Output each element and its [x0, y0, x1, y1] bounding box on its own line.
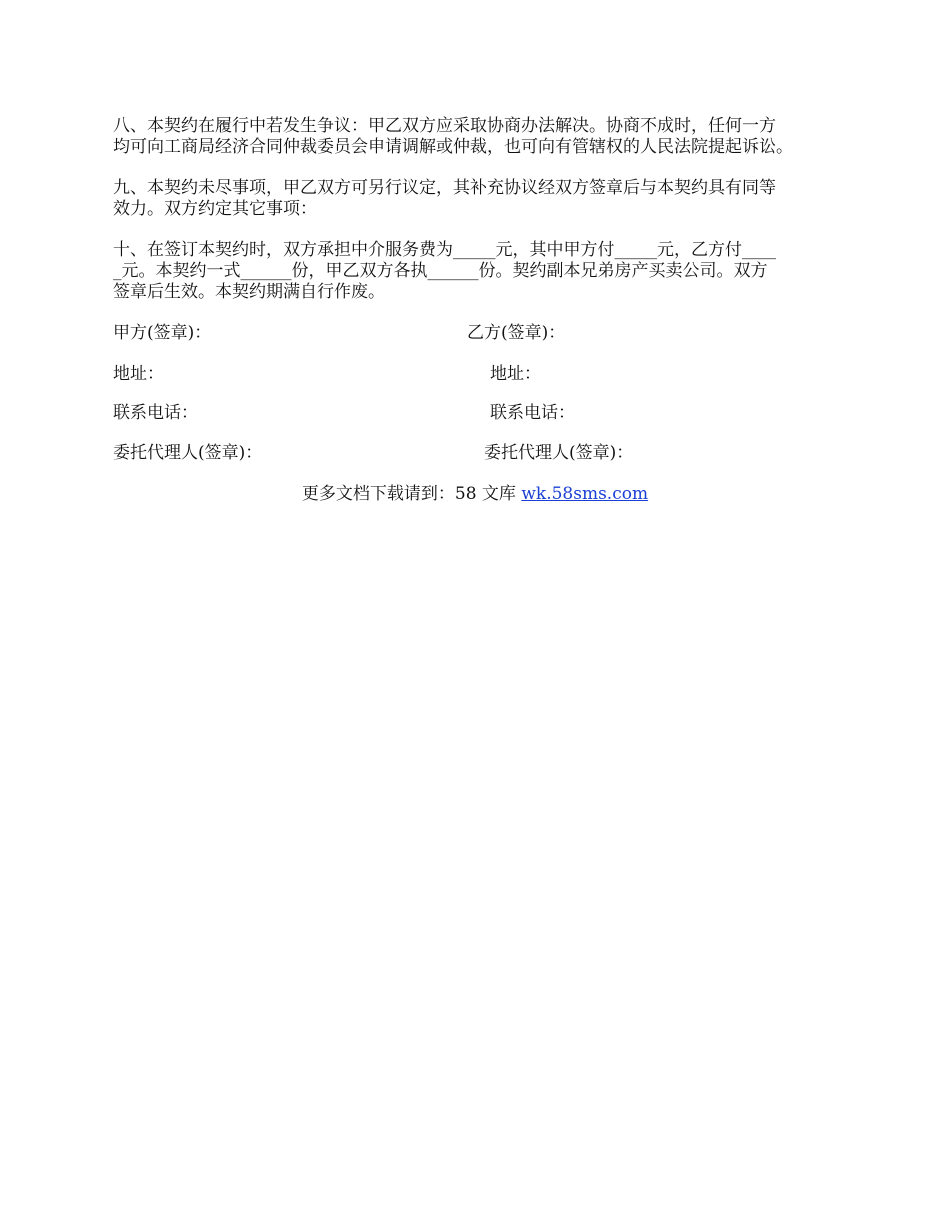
party-a-address-label: 地址：: [113, 364, 164, 384]
clause-ten: [113, 240, 853, 303]
party-b-address-label: 地址：: [490, 364, 541, 384]
footer-prefix-text: 更多文档下载请到：58 文库: [301, 484, 522, 504]
clause-ten-line-1: 十、在签订本契约时，双方承担中介服务费为_____元，其中甲方付_____元，乙方付____: [113, 240, 776, 260]
footer-website-link[interactable]: wk.58sms.com: [521, 484, 649, 504]
party-b-agent-label: 委托代理人(签章)：: [484, 443, 634, 463]
clause-eight: [113, 116, 853, 158]
party-a-signature-label: 甲方(签章)：: [113, 323, 212, 343]
party-b-phone-label: 联系电话：: [490, 403, 575, 423]
footer-download-note: [0, 484, 950, 505]
clause-eight-line-1: 八、本契约在履行中若发生争议：甲乙双方应采取协商办法解决。协商不成时，任何一方: [113, 116, 776, 136]
clause-ten-line-2: _元。本契约一式______份，甲乙双方各执______份。契约副本兄弟房产买卖公司。双方: [113, 261, 768, 281]
clause-nine-line-1: 九、本契约未尽事项，甲乙双方可另行议定，其补充协议经双方签章后与本契约具有同等: [113, 178, 776, 198]
clause-eight-line-2: 均可向工商局经济合同仲裁委员会申请调解或仲裁，也可向有管辖权的人民法院提起诉讼。: [113, 137, 793, 157]
party-b-signature-label: 乙方(签章)：: [467, 323, 566, 343]
clause-ten-line-3: 签章后生效。本契约期满自行作废。: [113, 282, 385, 302]
party-a-phone-label: 联系电话：: [113, 403, 198, 423]
clause-nine: [113, 178, 853, 220]
clause-nine-line-2: 效力。双方约定其它事项：: [113, 199, 317, 219]
party-a-agent-label: 委托代理人(签章)：: [113, 443, 263, 463]
